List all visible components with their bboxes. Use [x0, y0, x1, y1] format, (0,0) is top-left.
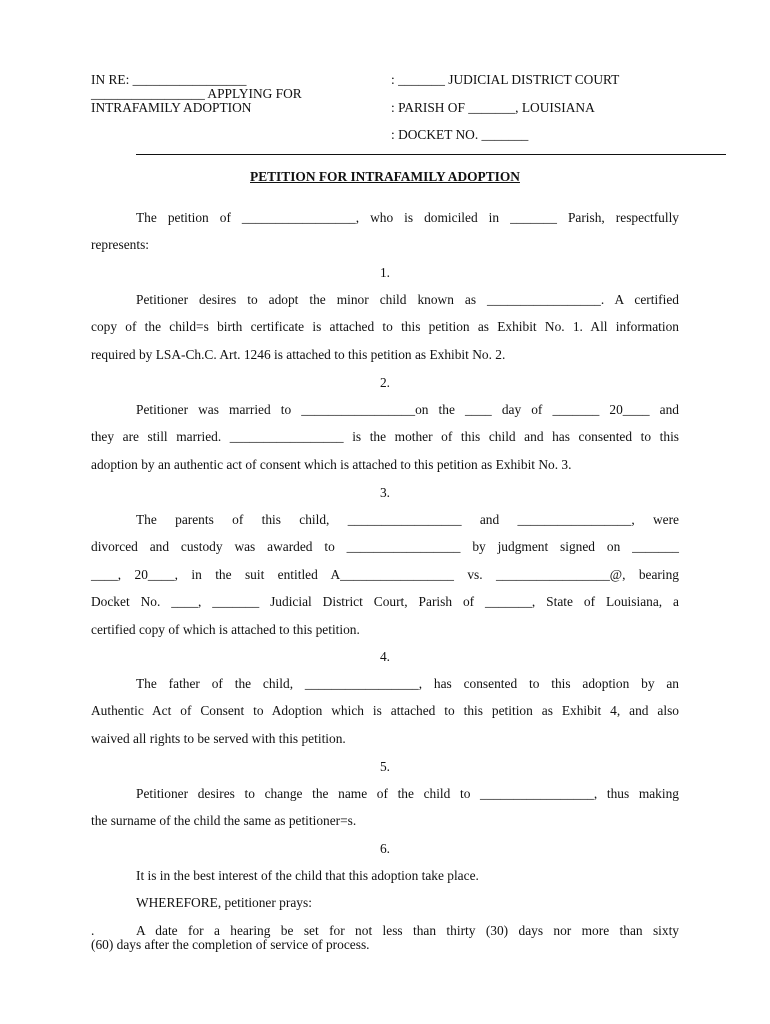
wherefore-paragraph [91, 889, 679, 916]
section-1-line-3: required by LSA-Ch.C. Art. 1246 is attached to this petition as Exhibit No. 2. [91, 346, 506, 362]
section-4-line-1: The father of the child, _________________, has consented to this adoption by an [136, 676, 679, 691]
section-3-number: 3. [379, 485, 391, 500]
intro-line-1: The petition of _________________, who is domiciled in _______ Parish, respectfully [136, 210, 679, 225]
prayer-line-2: (60) days after the completion of service of process. [91, 937, 370, 952]
prayer-item [91, 924, 679, 952]
section-2-number: 2. [379, 375, 391, 390]
intro-line-2: represents: [91, 237, 150, 253]
section-1-line-2: copy of the child=s birth certificate is attached to this petition as Exhibit No. 1. All information [91, 319, 679, 335]
section-5-paragraph [91, 780, 679, 835]
prayer-bullet: . [91, 923, 95, 938]
section-4-line-3: waived all rights to be served with this petition. [91, 730, 346, 746]
section-1-paragraph [91, 286, 679, 368]
section-2-line-1: Petitioner was married to _________________on the ____ day of _______ 20____ and [136, 402, 679, 417]
section-6-number: 6. [379, 841, 391, 856]
section-2-paragraph [91, 396, 679, 478]
caption-intrafamily: INTRAFAMILY ADOPTION [91, 100, 252, 115]
section-3-line-4: Docket No. ____, _______ Judicial District Court, Parish of _______, State of Louisiana, a [91, 594, 679, 610]
section-3-paragraph [91, 506, 679, 643]
section-2-line-3: adoption by an authentic act of consent which is attached to this petition as Exhibit No. 3. [91, 456, 572, 472]
caption-docket: : DOCKET NO. _______ [391, 127, 529, 142]
prayer-line-1: A date for a hearing be set for not less than thirty (30) days nor more than sixty [136, 923, 679, 938]
page-title: PETITION FOR INTRAFAMILY ADOPTION [250, 169, 520, 184]
section-4-paragraph [91, 670, 679, 752]
caption-parish: : PARISH OF _______, LOUISIANA [391, 100, 595, 115]
caption-in-re: IN RE: _________________ [91, 72, 247, 87]
caption-divider [136, 154, 726, 155]
section-3-line-2: divorced and custody was awarded to _________________ by judgment signed on _______ [91, 539, 679, 555]
section-3-line-5: certified copy of which is attached to this petition. [91, 621, 360, 637]
section-3-line-3: ____, 20____, in the suit entitled A_________________ vs. _________________@, bearing [91, 566, 679, 582]
section-1-number: 1. [379, 265, 391, 280]
section-3-line-1: The parents of this child, _________________ and _________________, were [136, 512, 679, 527]
section-6-line-1: It is in the best interest of the child that this adoption take place. [136, 868, 479, 883]
caption-court: : _______ JUDICIAL DISTRICT COURT [391, 72, 620, 87]
section-5-line-2: the surname of the child the same as petitioner=s. [91, 813, 357, 829]
section-4-line-2: Authentic Act of Consent to Adoption which is attached to this petition as Exhibit 4, and also [91, 703, 679, 719]
section-5-number: 5. [379, 759, 391, 774]
section-5-line-1: Petitioner desires to change the name of the child to _________________, thus making [136, 786, 679, 801]
section-2-line-2: they are still married. _________________ is the mother of this child and has consented to this [91, 429, 679, 445]
section-6-paragraph [91, 862, 679, 889]
section-4-number: 4. [379, 649, 391, 664]
caption-applying-for: _________________ APPLYING FOR [91, 86, 302, 101]
wherefore-text: WHEREFORE, petitioner prays: [136, 895, 312, 910]
intro-paragraph [91, 204, 679, 259]
section-1-line-1: Petitioner desires to adopt the minor child known as _________________. A certified [136, 292, 679, 307]
